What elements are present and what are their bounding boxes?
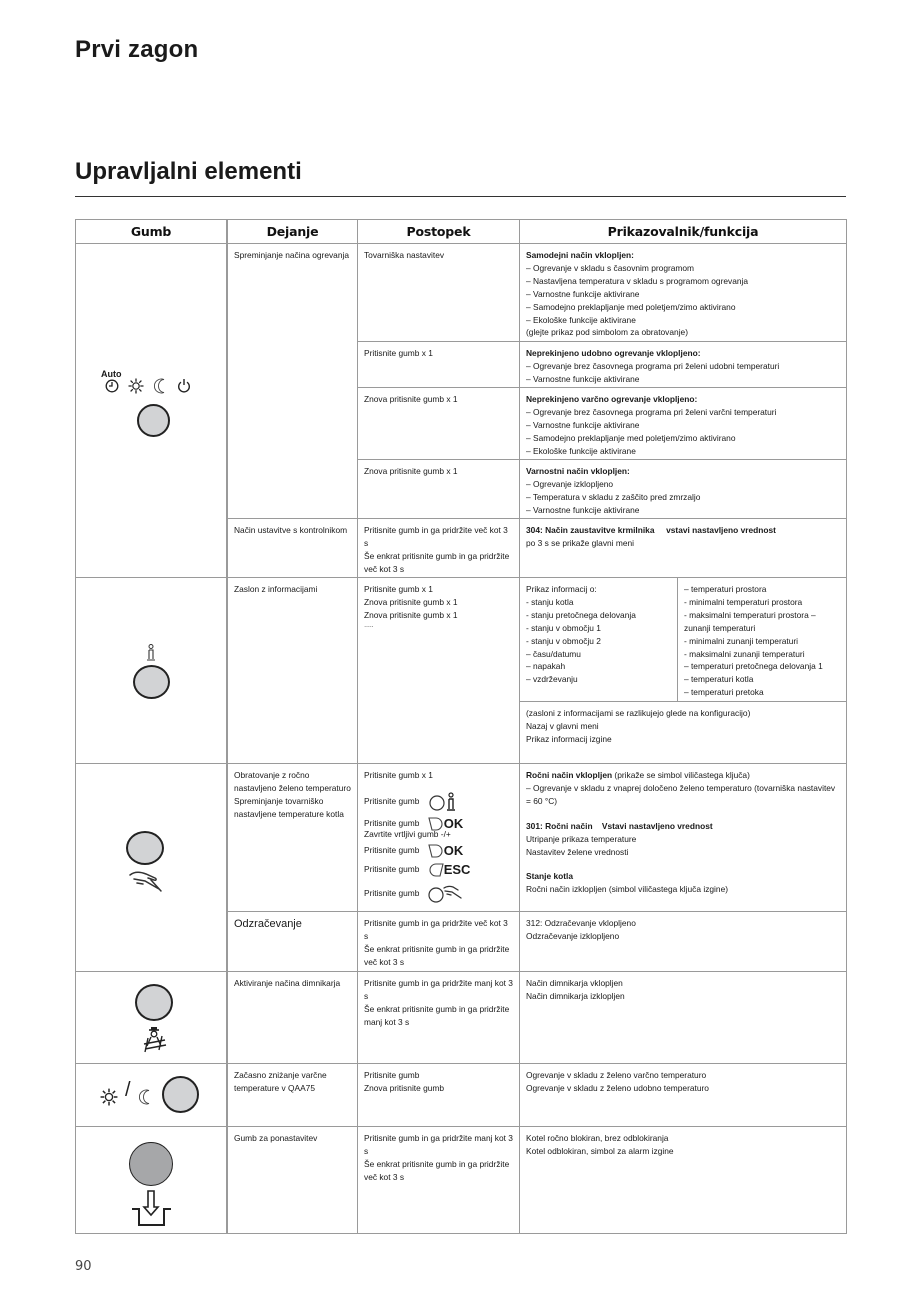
ok-key-icon: OK: [428, 811, 464, 837]
mode-button[interactable]: [137, 404, 170, 437]
reset-arrow-icon: [131, 1189, 173, 1229]
reset-button[interactable]: [129, 1142, 173, 1186]
mode-procedure-1: Tovarniška nastavitev: [357, 243, 520, 342]
chimney-display: Način dimnikarja vklopljen Način dimnikarja izklopljen: [519, 971, 847, 1064]
manual-hand-icon: [129, 870, 163, 892]
mode-display-2: Neprekinjeno udobno ogrevanje vklopljeno: – Ogrevanje brez časovnega programa pri želeni udobni temperaturi – Varnostne funkcije aktivirane: [519, 341, 847, 388]
chimney-procedure: Pritisnite gumb in ga pridržite manj kot 3 s Še enkrat pritisnite gumb in ga pridržite manj kot 3 s: [357, 971, 520, 1064]
reset-button-cell: [75, 1126, 227, 1234]
info-display-left: Prikaz informacij o: - stanju kotla - stanju pretočnega delovanja - stanju v območju 1 - stanju v območju 2 – času/datumu – napakah – vzdrževanju: [519, 577, 678, 702]
manual-procedure-1: [357, 763, 520, 912]
mode-action-1: Spreminjanje načina ogrevanja: [227, 243, 358, 519]
separator-slash: /: [125, 1079, 131, 1101]
chimney-action: Aktiviranje načina dimnikarja: [227, 971, 358, 1064]
info-button-cell: [75, 577, 227, 764]
section-rule: [75, 196, 846, 197]
mode-procedure-4: Znova pritisnite gumb x 1: [357, 459, 520, 519]
eco-display: Ogrevanje v skladu z želeno varčno temperaturo Ogrevanje v skladu z želeno udobno temperaturo: [519, 1063, 847, 1127]
manual-display-1: Ročni način vklopljen (prikaže se simbol viličastega ključa) – Ogrevanje v skladu z vnaprej določeno želeno temperaturo (tovarniška nastavitev = 60 °C) 301: Ročni način Vstavi nastavljeno vrednost Utripanje prikaza temperature Nastavitev želene vrednosti Stanje kotla Ročni način izklopljen (simbol viličastega ključa izgine): [519, 763, 847, 912]
mode-procedure-3: Znova pritisnite gumb x 1: [357, 387, 520, 460]
manual-action-2: Odzračevanje: [227, 911, 358, 972]
esc-key-icon: ESC: [428, 860, 471, 880]
mode-display-4: Varnostni način vklopljen: – Ogrevanje izklopljeno – Temperatura v skladu z zaščito pred zmrzaljo – Varnostne funkcije aktivirane: [519, 459, 847, 519]
step-5: Pritisnite gumb OK: [364, 842, 464, 858]
auto-label: Auto: [101, 369, 122, 379]
mode-procedure-2: Pritisnite gumb x 1: [357, 341, 520, 388]
sun-icon: [128, 378, 144, 394]
chimney-button-cell: [75, 971, 227, 1064]
manual-button[interactable]: [126, 831, 164, 865]
manual-action-1: Obratovanje z ročno nastavljeno želeno temperaturo Spreminjanje tovarniško nastavljene temperature kotla: [227, 763, 358, 912]
chimney-sweep-icon: [141, 1026, 169, 1054]
manual-key-icon: [428, 884, 462, 904]
step-7: Pritisnite gumb: [364, 879, 513, 903]
header-postopek: Postopek: [357, 219, 520, 244]
reset-procedure: Pritisnite gumb in ga pridržite manj kot 3 s Še enkrat pritisnite gumb in ga pridržite več kot 3 s: [357, 1126, 520, 1234]
mode-action-5: Način ustavitve s kontrolnikom: [227, 518, 358, 578]
info-icon: [146, 644, 156, 662]
eco-procedure: Pritisnite gumb Znova pritisnite gumb: [357, 1063, 520, 1127]
mode-display-5: 304: Način zaustavitve krmilnika vstavi nastavljeno vrednost po 3 s se prikaže glavni meni: [519, 518, 847, 578]
mode-button-cell: [75, 243, 227, 578]
info-procedure: Pritisnite gumb x 1 Znova pritisnite gumb x 1 Znova pritisnite gumb x 1 …..: [357, 577, 520, 764]
chimney-sweep-button[interactable]: [135, 984, 173, 1021]
step-1: Pritisnite gumb x 1: [364, 770, 433, 780]
ok-key-icon: OK: [428, 842, 464, 860]
step-6: Pritisnite gumb ESC: [364, 859, 513, 879]
eco-action: Začasno zniżanje varčne temperature v QAA75: [227, 1063, 358, 1127]
reset-display: Kotel ročno blokiran, brez odblokiranja Kotel odblokiran, simbol za alarm izgine: [519, 1126, 847, 1234]
moon-icon: [154, 378, 168, 394]
info-display-bottom: (zasloni z informacijami se razlikujejo glede na konfiguracijo) Nazaj v glavni meni Prikaz informacij izgine: [519, 701, 847, 764]
header-dejanje: Dejanje: [227, 219, 358, 244]
page-number: 90: [75, 1259, 92, 1274]
header-gumb: Gumb: [75, 219, 227, 244]
reset-action: Gumb za ponastavitev: [227, 1126, 358, 1234]
manual-procedure-2: Pritisnite gumb in ga pridržite več kot 3 s Še enkrat pritisnite gumb in ga pridržite več kot 3 s: [357, 911, 520, 972]
manual-display-2: 312: Odzračevanje vklopljeno Odzračevanje izklopljeno: [519, 911, 847, 972]
step-3: Pritisnite gumb OK: [364, 810, 513, 832]
manual-button-cell: [75, 763, 227, 972]
moon-icon: [139, 1088, 153, 1106]
eco-comfort-button[interactable]: [162, 1076, 199, 1113]
mode-procedure-5: Pritisnite gumb in ga pridržite več kot 3 s Še enkrat pritisnite gumb in ga pridržite več kot 3 s: [357, 518, 520, 578]
mode-display-1: Samodejni način vklopljen: – Ogrevanje v skladu s časovnim programom – Nastavljena temperatura v skladu s programom ogrevanja – Varnostne funkcije aktivirane – Samodejno preklapljanje med poletjem/zimo aktivirano – Ekološke funkcije aktivirane (glejte prikaz pod simbolom za obratovanje): [519, 243, 847, 342]
info-action: Zaslon z informacijami: [227, 577, 358, 764]
step-4: Zavrtite vrtljivi gumb -/+: [364, 829, 451, 839]
sun-icon: [100, 1088, 118, 1106]
section-title: Upravljalni elementi: [75, 158, 302, 185]
info-key-icon: [428, 792, 458, 812]
header-prikazovalnik: Prikazovalnik/funkcija: [519, 219, 847, 244]
page-title: Prvi zagon: [75, 36, 199, 63]
clock-icon: [105, 379, 119, 393]
standby-icon: [177, 378, 191, 393]
info-button[interactable]: [133, 665, 170, 699]
mode-display-3: Neprekinjeno varčno ogrevanje vklopljeno: – Ogrevanje brez časovnega programa pri želeni varčni temperaturi – Varnostne funkcije aktivirane – Samodejno preklapljanje med poletjem/zimo aktivirano – Ekološke funkcije aktivirane: [519, 387, 847, 460]
info-display-right: – temperaturi prostora - minimalni temperaturi prostora - maksimalni temperaturi prostora – zunanji temperaturi - minimalni zunanji temperaturi - maksimalni zunanji temperaturi – temperaturi pretočnega delovanja 1 – temperaturi kotla – temperaturi pretoka: [677, 577, 847, 702]
step-2: Pritisnite gumb: [364, 788, 513, 810]
eco-button-cell: [75, 1063, 227, 1127]
